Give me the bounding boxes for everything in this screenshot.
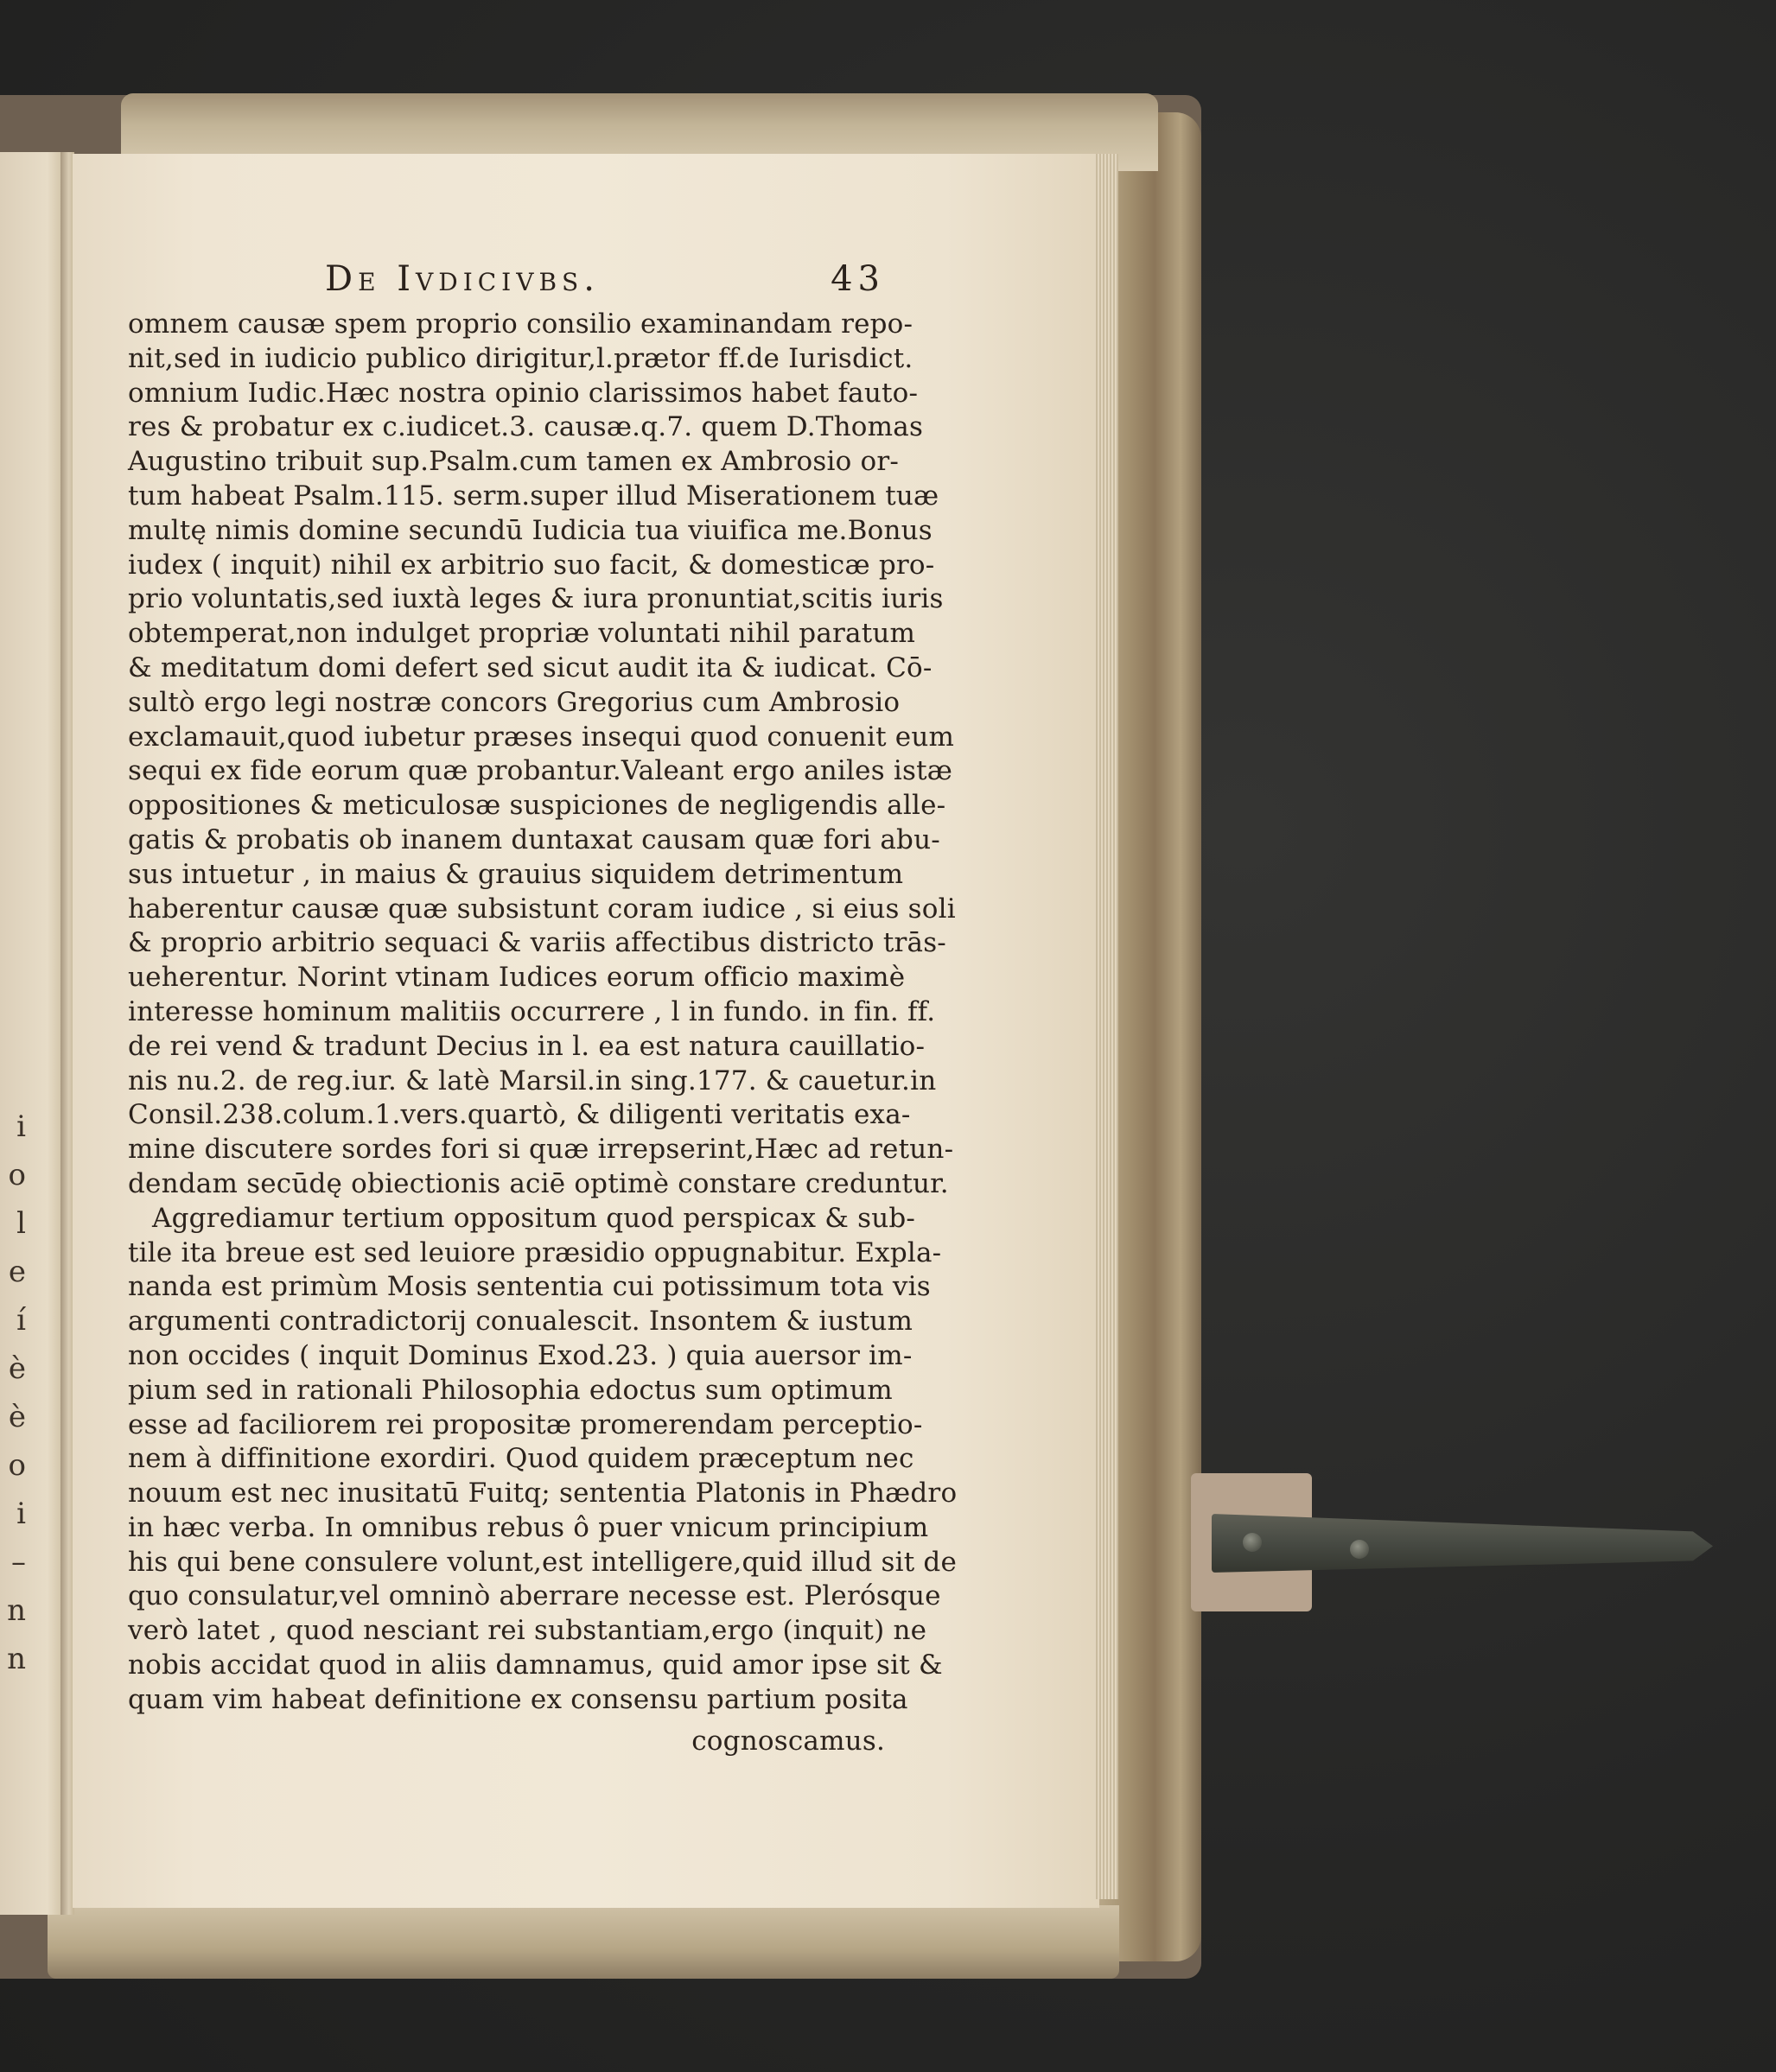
text-line: sus intuetur , in maius & grauius siquidem detrimentum (128, 858, 904, 890)
text-line: esse ad faciliorem rei propositæ promerendam perceptio- (128, 1408, 923, 1440)
book-bottom-edge (48, 1905, 1119, 1979)
catchword: cognoscamus. (691, 1725, 885, 1757)
left-page-fragment: l (16, 1206, 26, 1241)
body-text (128, 308, 958, 1718)
text-line: nanda est primùm Mosis sententia cui potissimum tota vis (128, 1271, 931, 1303)
page-text-block (128, 259, 958, 1758)
text-line: verò latet , quod nesciant rei substantiam,ergo (inquit) ne (128, 1615, 927, 1647)
running-head-title: De Ivdicivbs. (325, 259, 600, 299)
left-page-fragment: o (8, 1158, 26, 1192)
text-line: omnium Iudic.Hæc nostra opinio clarissimos habet fauto- (128, 377, 919, 409)
text-line: nobis accidat quod in aliis damnamus, quid amor ipse sit & (128, 1649, 943, 1681)
text-line: his qui bene consulere volunt,est intelligere,quid illud sit de (128, 1546, 958, 1578)
text-line: tum habeat Psalm.115. serm.super illud Miserationem tuæ (128, 480, 939, 512)
text-line: mine discutere sordes fori si quæ irrepserint,Hæc ad retun- (128, 1134, 954, 1166)
left-page-fragment: í (16, 1303, 26, 1338)
left-page-fragment: i (16, 1497, 26, 1531)
page-edges (1094, 154, 1118, 1899)
text-line: nis nu.2. de reg.iur. & latè Marsil.in sing.177. & cauetur.in (128, 1065, 937, 1096)
text-line: exclamauit,quod iubetur præses insequi quod conuenit eum (128, 721, 955, 753)
text-line: iudex ( inquit) nihil ex arbitrio suo facit, & domesticæ pro- (128, 549, 935, 581)
text-line: dendam secūdę obiectionis aciē optimè constare creduntur. (128, 1167, 949, 1199)
text-line: quam vim habeat definitione ex consensu partium posita (128, 1683, 908, 1715)
left-page-fragment: e (8, 1255, 26, 1289)
text-line: quo consulatur,vel omninò aberrare necesse est. Plerósque (128, 1580, 941, 1612)
left-page-fragment: n (7, 1642, 26, 1676)
text-line: res & probatur ex c.iudicet.3. causæ.q.7. quem D.Thomas (128, 411, 924, 443)
text-line: tile ita breue est sed leuiore præsidio oppugnabitur. Expla- (128, 1236, 942, 1268)
text-line: sequi ex fide eorum quæ probantur.Valeant ergo aniles istæ (128, 755, 953, 787)
text-line: de rei vend & tradunt Decius in l. ea est natura cauillatio- (128, 1030, 926, 1062)
left-page (0, 152, 67, 1915)
left-page-text-fragments (0, 1103, 29, 1880)
text-line: haberentur causæ quæ subsistunt coram iudice , si eius soli (128, 893, 956, 925)
text-line: prio voluntatis,sed iuxtà leges & iura pronuntiat,scitis iuris (128, 583, 944, 615)
left-page-fragment: n (7, 1593, 26, 1628)
text-line: ueherentur. Norint vtinam Iudices eorum officio maximè (128, 962, 906, 994)
text-line: nit,sed in iudicio publico dirigitur,l.prætor ff.de Iurisdict. (128, 342, 913, 374)
page-number: 43 (831, 259, 885, 299)
left-page-fragment: – (11, 1545, 26, 1579)
text-line: pium sed in rationali Philosophia edoctus sum optimum (128, 1374, 893, 1406)
text-line: interesse hominum malitiis occurrere , l in fundo. in fin. ff. (128, 995, 936, 1027)
clasp-rivet (1243, 1533, 1262, 1552)
text-line: gatis & probatis ob inanem duntaxat causam quæ fori abu- (128, 823, 940, 855)
left-page-fragment: i (16, 1109, 26, 1144)
text-line: Augustino tribuit sup.Psalm.cum tamen ex Ambrosio or- (128, 446, 900, 478)
left-page-fragment: è (8, 1351, 26, 1386)
text-line: omnem causæ spem proprio consilio examinandam repo- (128, 308, 913, 340)
text-line: multę nimis domine secundū Iudicia tua viuifica me.Bonus (128, 514, 933, 546)
text-line: Consil.238.colum.1.vers.quartò, & diligenti veritatis exa- (128, 1099, 911, 1131)
text-line: nouum est nec inusitatū Fuitq; sententia Platonis in Phædro (128, 1478, 958, 1510)
text-line: & meditatum domi defert sed sicut audit ita & iudicat. Cō- (128, 651, 933, 683)
text-line: non occides ( inquit Dominus Exod.23. ) quia auersor im- (128, 1339, 913, 1371)
running-head (128, 259, 892, 301)
text-line: oppositiones & meticulosæ suspiciones de negligendis alle- (128, 790, 946, 822)
text-line: obtemperat,non indulget propriæ voluntati nihil paratum (128, 618, 916, 650)
text-line: nem à diffinitione exordiri. Quod quidem præceptum nec (128, 1443, 914, 1475)
text-line: & proprio arbitrio sequaci & variis affectibus districto trās- (128, 927, 946, 959)
left-page-fragment: è (8, 1400, 26, 1434)
clasp-rivet (1350, 1540, 1369, 1559)
text-line: in hæc verba. In omnibus rebus ô puer vnicum principium (128, 1511, 929, 1543)
text-line: argumenti contradictorij conualescit. Insontem & iustum (128, 1306, 913, 1338)
text-line: Aggrediamur tertium oppositum quod perspicax & sub- (152, 1202, 916, 1234)
left-page-fragment: o (8, 1448, 26, 1483)
text-line: sultò ergo legi nostræ concors Gregorius cum Ambrosio (128, 686, 901, 718)
